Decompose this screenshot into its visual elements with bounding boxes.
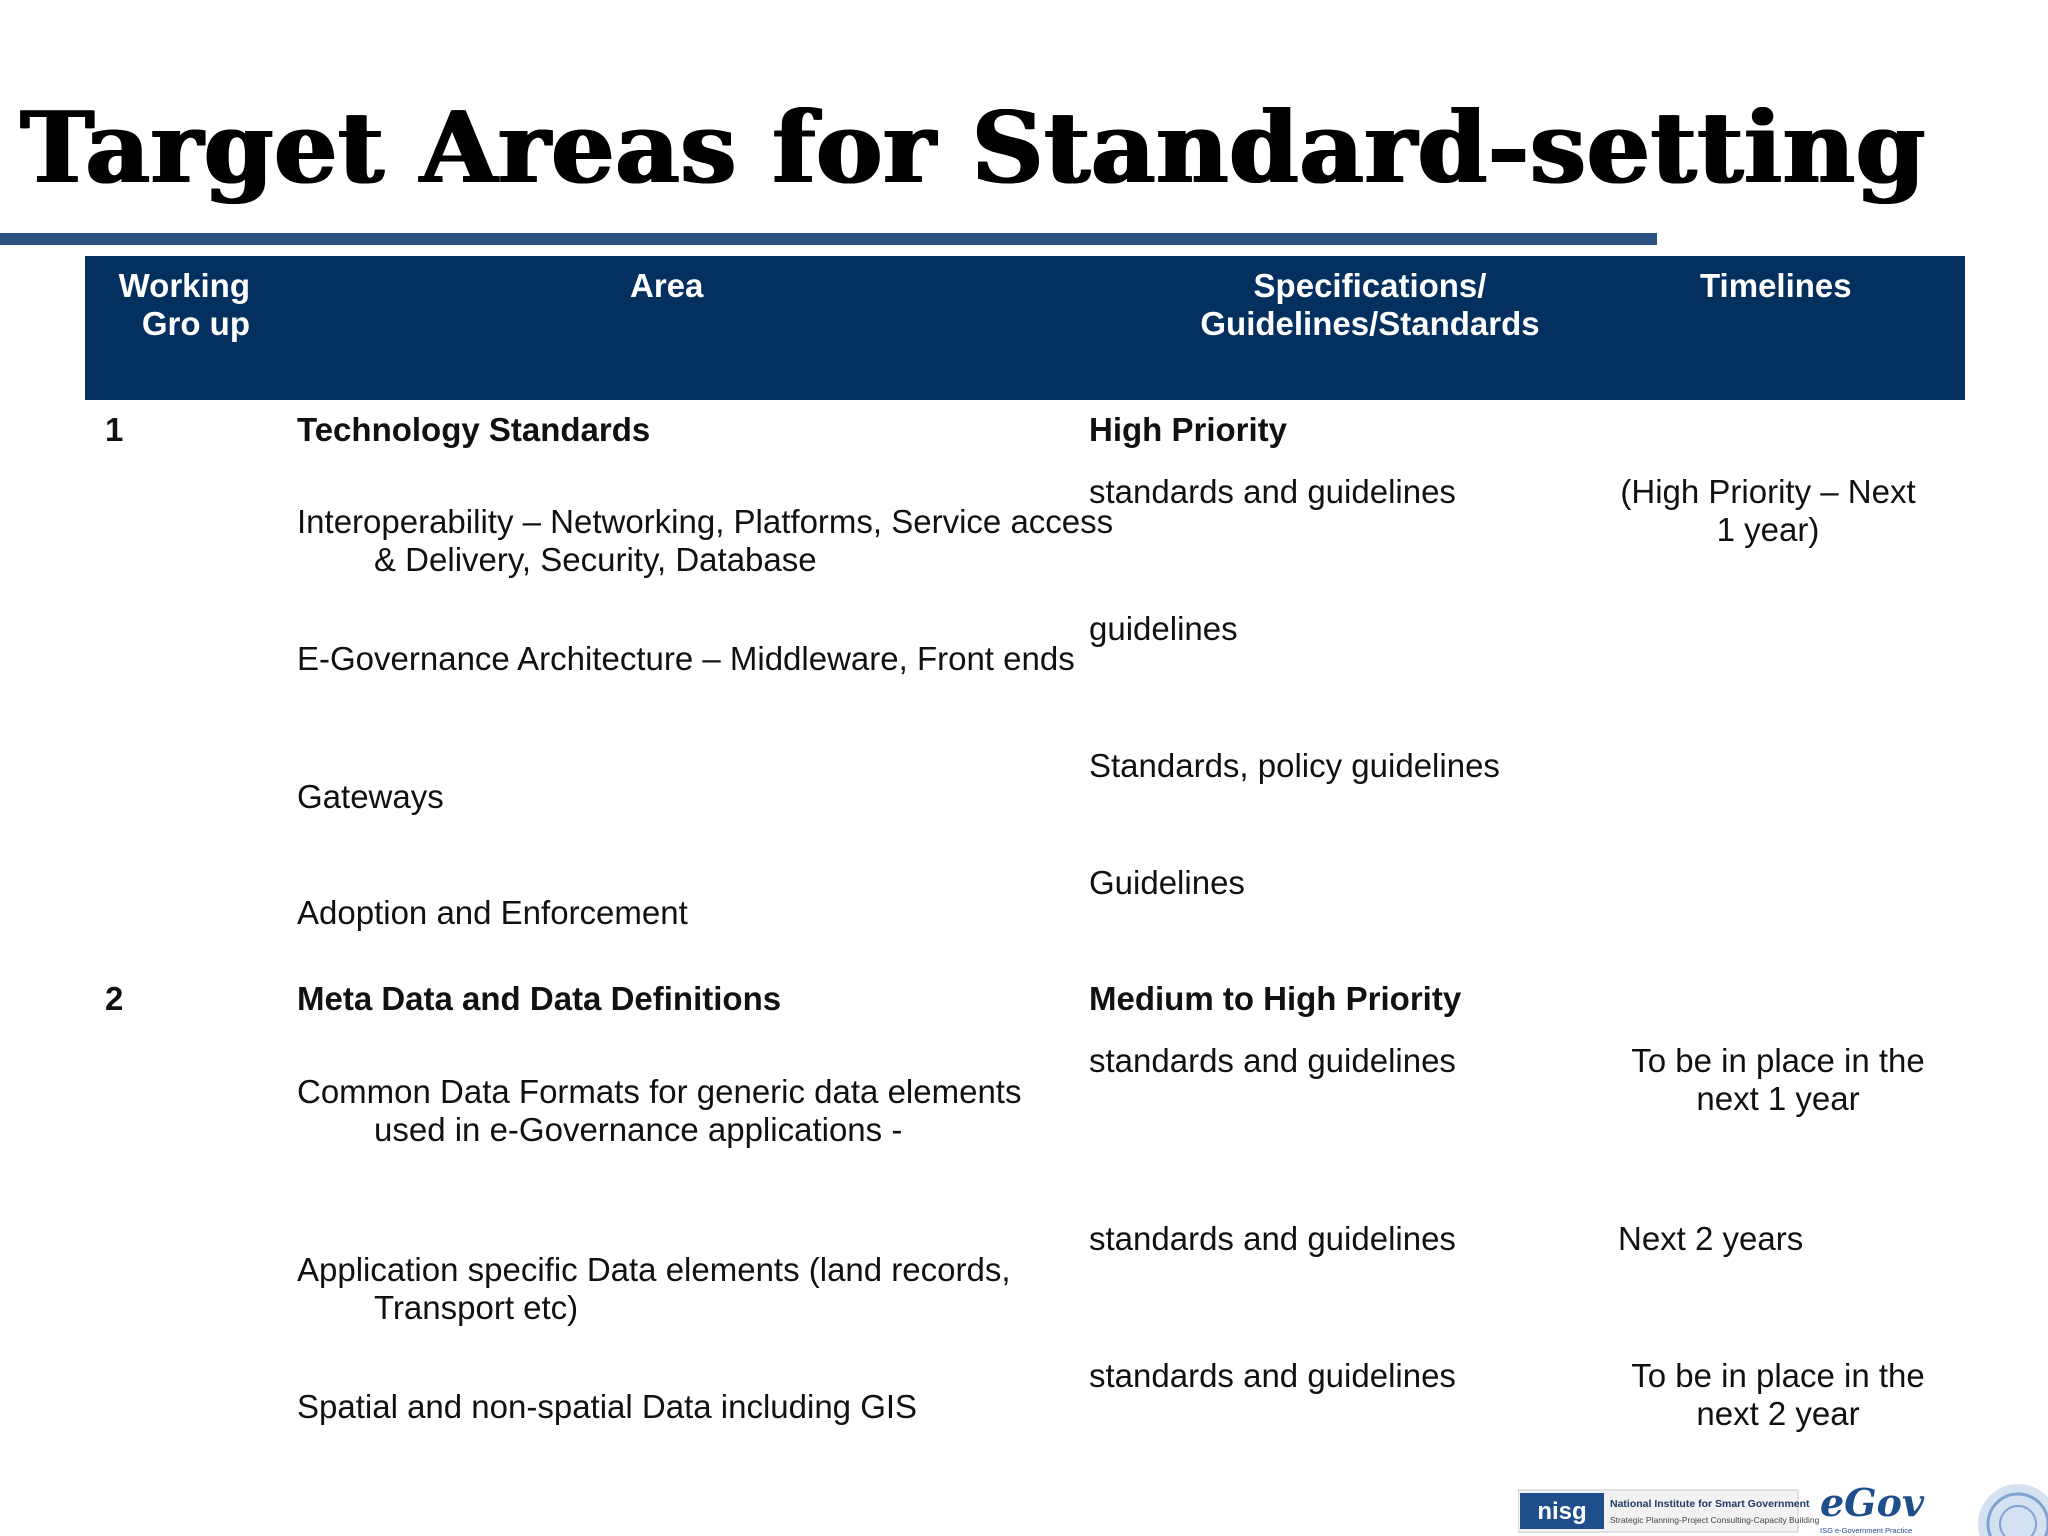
- group-number: 2: [105, 980, 124, 1017]
- spec-cell: Guidelines: [1089, 864, 1245, 901]
- nisg-name: National Institute for Smart Government: [1610, 1498, 1810, 1510]
- group-title: Technology Standards: [297, 411, 651, 448]
- nisg-mark: nisg: [1537, 1498, 1587, 1525]
- header-timelines: Timelines: [1700, 267, 1852, 304]
- timeline-cell: To be in place in the next 1 year: [1631, 1042, 1925, 1117]
- group-priority: High Priority: [1089, 411, 1288, 448]
- area-cell: Gateways: [297, 778, 444, 815]
- nisg-tagline: Strategic Planning-Project Consulting-Capacity Building: [1610, 1515, 1820, 1525]
- area-cell: E-Governance Architecture – Middleware, Front ends: [297, 640, 1075, 677]
- timeline-cell: To be in place in the next 2 year: [1631, 1357, 1925, 1432]
- spec-cell: standards and guidelines: [1089, 1357, 1456, 1394]
- area-cell: Adoption and Enforcement: [297, 894, 688, 931]
- header-area: Area: [630, 267, 704, 304]
- nisg-logo: [1518, 1490, 1820, 1532]
- area-cell: Application specific Data elements (land records, Transport etc): [297, 1251, 1011, 1326]
- area-cell: Spatial and non-spatial Data including GIS: [297, 1388, 918, 1425]
- footer-logos: [1518, 1478, 2048, 1536]
- header-working-group: Working Gro up: [118, 267, 250, 342]
- egov-logo: [1820, 1480, 1925, 1535]
- page-title: Target Areas for Standard-setting: [20, 91, 1926, 206]
- group-number: 1: [105, 411, 124, 448]
- timeline-cell: Next 2 years: [1618, 1220, 1804, 1257]
- spec-cell: standards and guidelines: [1089, 473, 1456, 510]
- header-specifications: Specifications/ Guidelines/Standards: [1200, 267, 1540, 342]
- spec-cell: standards and guidelines: [1089, 1220, 1456, 1257]
- spec-cell: standards and guidelines: [1089, 1042, 1456, 1079]
- emblem-icon: [1978, 1484, 2048, 1536]
- table-header: [85, 256, 1965, 400]
- spec-cell: guidelines: [1089, 610, 1238, 647]
- egov-tagline: ISG e-Government Practice: [1820, 1526, 1913, 1535]
- group-title: Meta Data and Data Definitions: [297, 980, 782, 1017]
- group-priority: Medium to High Priority: [1089, 980, 1462, 1017]
- spec-cell: Standards, policy guidelines: [1089, 747, 1500, 784]
- egov-mark: eGov: [1820, 1480, 1925, 1525]
- area-cell: Interoperability – Networking, Platforms, Service access & Delivery, Security, Database: [297, 503, 1114, 578]
- timeline-cell: (High Priority – Next 1 year): [1620, 473, 1916, 548]
- area-cell: Common Data Formats for generic data elements used in e-Governance applications -: [297, 1073, 1022, 1148]
- title-underline: [0, 233, 1657, 245]
